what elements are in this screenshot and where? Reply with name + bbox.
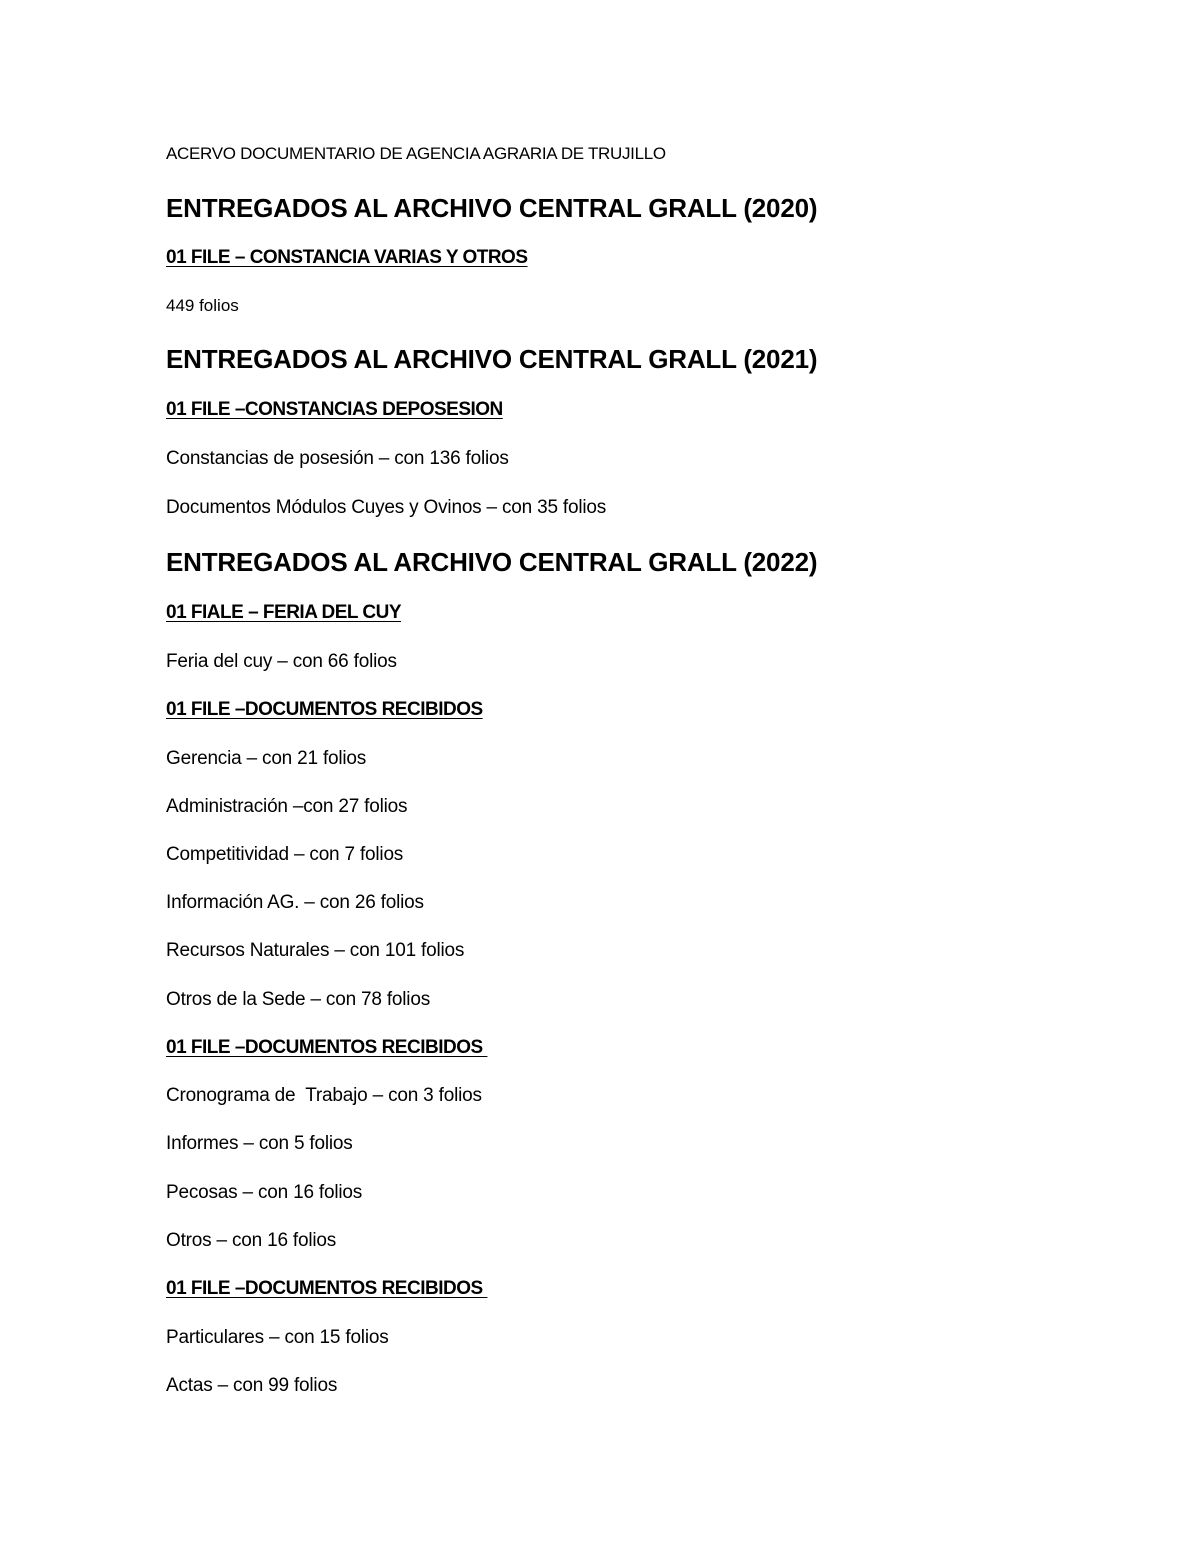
file-entry: Pecosas – con 16 folios	[166, 1182, 363, 1203]
file-entry: Gerencia – con 21 folios	[166, 748, 367, 769]
file-heading: 01 FIALE – FERIA DEL CUY	[166, 602, 402, 623]
section-heading-2021: ENTREGADOS AL ARCHIVO CENTRAL GRALL (2021)	[166, 344, 818, 374]
file-heading: 01 FILE –DOCUMENTOS RECIBIDOS	[166, 1037, 488, 1058]
file-entry: Feria del cuy – con 66 folios	[166, 651, 397, 672]
file-entry: Información AG. – con 26 folios	[166, 892, 424, 913]
file-heading: 01 FILE –CONSTANCIAS DEPOSESION	[166, 399, 503, 420]
file-entry: Recursos Naturales – con 101 folios	[166, 940, 465, 961]
file-heading: 01 FILE – CONSTANCIA VARIAS Y OTROS	[166, 247, 528, 268]
file-entry: Competitividad – con 7 folios	[166, 844, 404, 865]
file-entry: Otros de la Sede – con 78 folios	[166, 989, 430, 1010]
file-heading: 01 FILE –DOCUMENTOS RECIBIDOS	[166, 1278, 488, 1299]
file-entry: Documentos Módulos Cuyes y Ovinos – con 35 folios	[166, 497, 607, 518]
file-entry: Otros – con 16 folios	[166, 1230, 337, 1251]
document-header: ACERVO DOCUMENTARIO DE AGENCIA AGRARIA DE TRUJILLO	[166, 144, 666, 163]
file-entry: 449 folios	[166, 296, 239, 315]
file-entry: Cronograma de Trabajo – con 3 folios	[166, 1085, 482, 1106]
file-heading: 01 FILE –DOCUMENTOS RECIBIDOS	[166, 699, 483, 720]
file-entry: Actas – con 99 folios	[166, 1375, 338, 1396]
file-entry: Administración –con 27 folios	[166, 796, 408, 817]
file-entry: Informes – con 5 folios	[166, 1133, 353, 1154]
section-heading-2020: ENTREGADOS AL ARCHIVO CENTRAL GRALL (2020)	[166, 193, 818, 223]
file-entry: Particulares – con 15 folios	[166, 1327, 389, 1348]
section-heading-2022: ENTREGADOS AL ARCHIVO CENTRAL GRALL (2022)	[166, 547, 818, 577]
file-entry: Constancias de posesión – con 136 folios	[166, 448, 509, 469]
